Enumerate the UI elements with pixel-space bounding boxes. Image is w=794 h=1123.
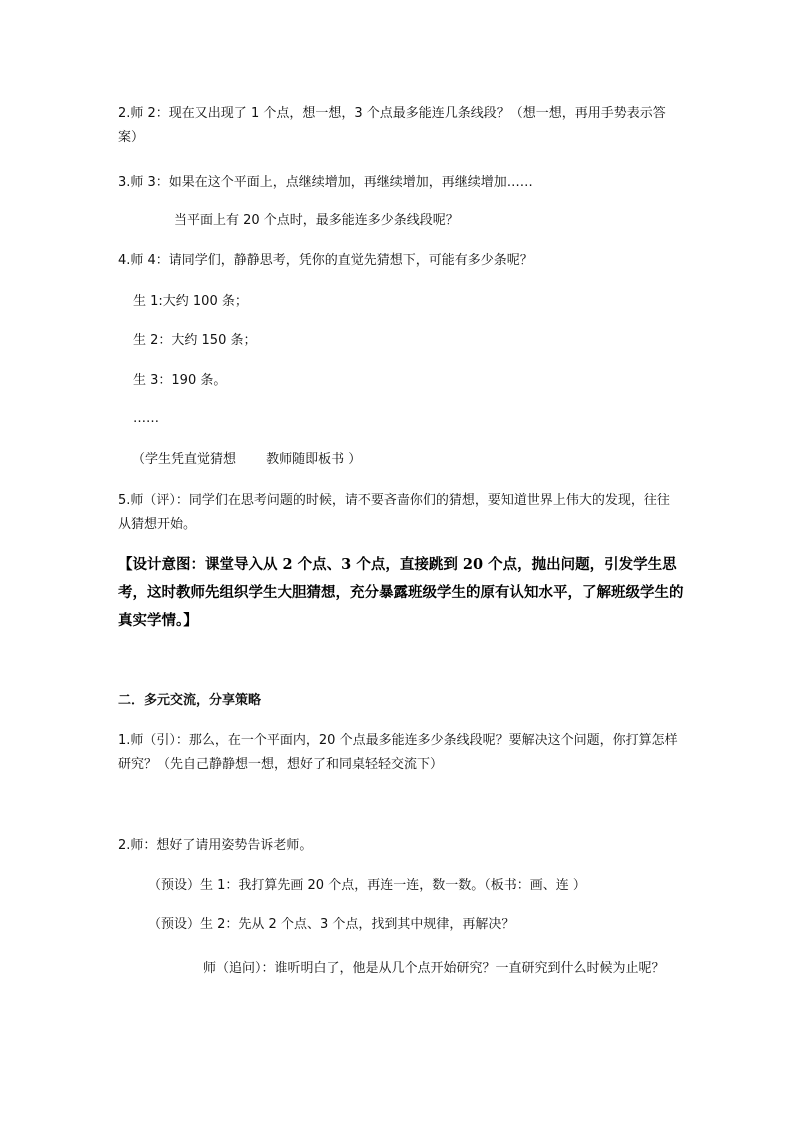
paragraph-teacher-2: 2.师 2：现在又出现了 1 个点，想一想，3 个点最多能连几条线段？（想一想，再用手势表示答案） (118, 106, 666, 145)
teacher-follow-up: 师（追问）：谁听明白了，他是从几个点开始研究？一直研究到什么时候为止呢？ (203, 961, 665, 976)
design-intent-block: 【设计意图：课堂导入从 2 个点、3 个点，直接跳到 20 个点，抛出问题，引发学生思考，这时教师先组织学生大胆猜想，充分暴露班级学生的原有认知水平，了解班级学生的真实学情。】 (118, 556, 684, 629)
section-heading-2: 二．多元交流，分享策略 (118, 693, 262, 708)
student-answer-2: 生 2：大约 150 条； (133, 333, 257, 348)
preset-student-1: （预设）生 1：我打算先画 20 个点，再连一连，数一数。（板书：画、连 ） (148, 878, 586, 893)
student-answer-1: 生 1:大约 100 条； (133, 294, 248, 309)
ellipsis-line: …… (133, 411, 159, 426)
question-teacher-2: 2.师：想好了请用姿势告诉老师。 (118, 838, 313, 853)
paragraph-teacher-5: 5.师（评）：同学们在思考问题的时候，请不要吝啬你们的猜想，要知道世界上伟大的发现，往往从猜想开始。 (118, 493, 670, 532)
preset-student-2: （预设）生 2：先从 2 个点、3 个点，找到其中规律，再解决？ (148, 917, 515, 932)
student-answer-3: 生 3：190 条。 (133, 373, 227, 388)
question-teacher-1: 1.师（引）：那么，在一个平面内，20 个点最多能连多少条线段呢？要解决这个问题，你打算怎样研究？（先自己静静想一想，想好了和同桌轻轻交流下） (118, 733, 678, 772)
paragraph-teacher-3-question: 当平面上有 20 个点时，最多能连多少条线段呢？ (174, 213, 459, 228)
paragraph-teacher-3: 3.师 3：如果在这个平面上，点继续增加，再继续增加，再继续增加…… (118, 175, 533, 190)
classroom-note: （学生凭直觉猜想 教师随即板书 ） (132, 452, 362, 467)
paragraph-teacher-4: 4.师 4：请同学们，静静思考，凭你的直觉先猜想下，可能有多少条呢？ (118, 253, 533, 268)
